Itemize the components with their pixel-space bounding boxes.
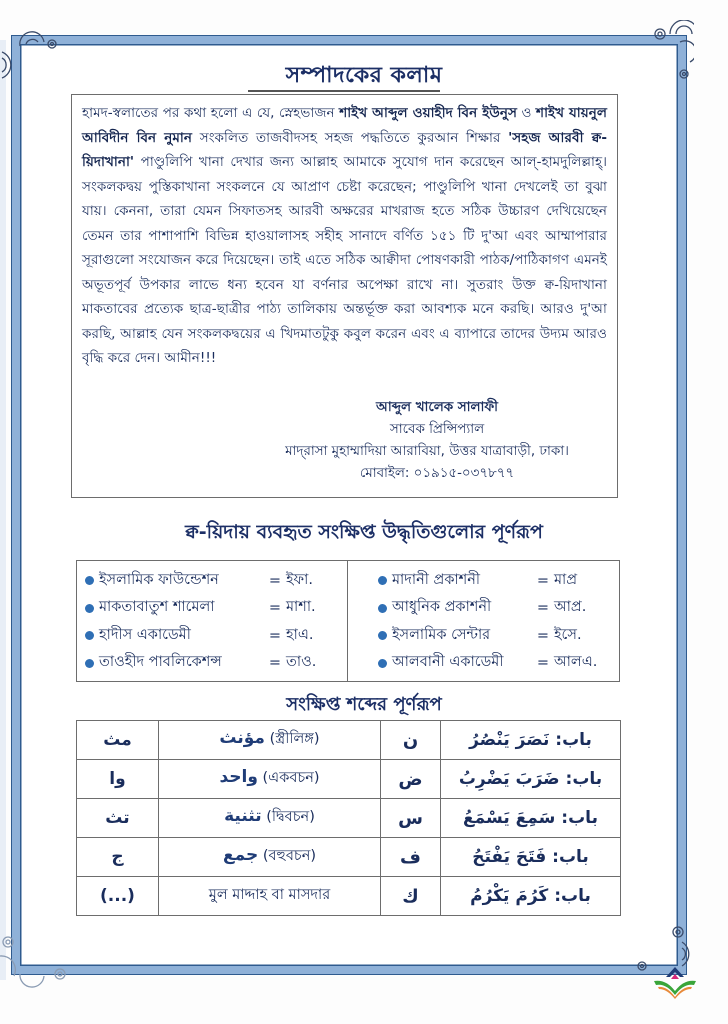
abbreviation-short: ইসে. — [554, 626, 582, 643]
terms-table — [76, 720, 621, 916]
bab-name: باب: كَرُمَ يَكْرُمُ — [441, 877, 621, 916]
abbreviation-short: তাও. — [286, 654, 317, 671]
editorial-text-bold: শাইখ যায়নুল আবিদীন বিন নুমান — [82, 105, 607, 146]
equals-sign: = — [268, 572, 282, 589]
abbreviation-item — [378, 595, 613, 623]
term-arabic: مؤنث — [219, 728, 265, 748]
table-row — [77, 838, 621, 877]
bullet-icon — [85, 576, 94, 585]
term-meaning — [159, 721, 381, 760]
open-book-logo-icon — [650, 965, 700, 1005]
equals-sign: = — [268, 655, 282, 672]
bab-name: باب: ضَرَبَ يَضْرِبُ — [441, 760, 621, 799]
term-meaning — [159, 877, 381, 916]
signature-block — [267, 397, 607, 485]
term-arabic: تثنية — [224, 806, 262, 826]
signature-designation: সাবেক প্রিন্সিপ্যাল — [389, 422, 485, 437]
abbreviation-full: তাওহীদ পাবলিকেশন্স — [99, 654, 222, 671]
bab-letter: ك — [381, 877, 441, 916]
bullet-icon — [378, 576, 387, 585]
bab-name: باب: سَمِعَ يَسْمَعُ — [441, 799, 621, 838]
abbreviations-left-column — [77, 561, 348, 681]
table-row — [77, 799, 621, 838]
abbreviation-item — [378, 622, 613, 650]
term-meaning — [159, 838, 381, 877]
abbreviation-item — [85, 622, 341, 650]
abbreviation-full: হাদীস একাডেমী — [99, 626, 191, 643]
abbreviation-item — [378, 567, 613, 595]
signature-name: আব্দুল খালেক সালাফী — [376, 400, 498, 415]
signature-mobile: মোবাইল: ০১৯১৫-০৩৭৮৭৭ — [359, 466, 515, 481]
editorial-text-part: হামদ-স্বলাতের পর কথা হলো এ যে, স্নেহভাজন — [82, 105, 340, 121]
abbreviations-title: ক্ব-য়িদায় ব্যবহৃত সংক্ষিপ্ত উদ্ধৃতিগুলোর পূর্ণরূপ — [185, 521, 543, 543]
abbreviation-item — [85, 567, 341, 595]
abbreviation-short: মাপ্র — [554, 571, 578, 588]
term-bangla: (দ্বিবচন) — [266, 809, 315, 825]
term-meaning — [159, 760, 381, 799]
editorial-text-part: ও — [516, 105, 537, 121]
term-abbreviation: تث — [77, 799, 159, 838]
bullet-icon — [378, 604, 387, 613]
signature-address: মাদ্‌রাসা মুহাম্মাদিয়া আরাবিয়া, উত্তর যাত্রাবাড়ী, ঢাকা। — [285, 444, 569, 459]
editorial-title: সম্পাদকের কলাম — [285, 62, 443, 88]
swirl-ornament-icon — [0, 930, 70, 990]
bullet-icon — [378, 631, 387, 640]
abbreviation-full: আলবানী একাডেমী — [392, 654, 504, 671]
abbreviation-short: মাশা. — [286, 599, 316, 616]
editorial-text-bold: শাইখ আব্দুল ওয়াহীদ বিন ইউনুস — [339, 105, 517, 121]
term-bangla: (বহুবচন) — [262, 848, 317, 864]
abbreviation-item — [85, 595, 341, 623]
bullet-icon — [85, 659, 94, 668]
term-bangla: (একবচন) — [262, 770, 320, 786]
term-bangla: মুল মাদ্দাহ বা মাসদার — [208, 887, 331, 903]
term-abbreviation: وا — [77, 760, 159, 799]
table-row — [77, 760, 621, 799]
equals-sign: = — [536, 655, 550, 672]
abbreviations-right-column — [348, 561, 619, 681]
equals-sign: = — [536, 600, 550, 617]
abbreviation-item — [85, 650, 341, 678]
term-bangla: (স্ত্রীলিঙ্গ) — [269, 731, 320, 747]
equals-sign: = — [536, 627, 550, 644]
editorial-text-part: পাণ্ডুলিপি খানা দেখার জন্য আল্লাহ আমাকে সুযোগ দান করেছেন আল্-হামদুলিল্লাহ্। সংকলকদ্বয় পুস্তিকাখানা সংকলনে যে আপ্রাণ চেষ্টা করেছেন; পাণ্ডুলিপি খানা দেখলেই তা বুঝা যায়। কেননা, তারা যেমন সিফাতসহ আরবী অক্ষরের মাখরাজ হতে সঠিক উচ্চারণ দেখিয়েছেন তেমন তার পাশাপাশি বিভিন্ন হাওয়ালাসহ সহীহ সানাদে বর্ণিত ১৫১ টি দু'আ এবং আম্মাপারার সূরাগুলো সংযোজন করে দিয়েছেন। তাই এতে সঠিক আক্বীদা পোষণকারী পাঠক/পাঠিকাগণ এমনই অভূতপূর্ব উপকার লাভে ধন্য হবেন যা বর্ণনার অপেক্ষা রাখে না। সুতরাং উক্ত ক্ব-য়িদাখানা মাকতাবের প্রত্যেক ছাত্র-ছাত্রীর পাঠ্য তালিকায় অন্তর্ভূক্ত করা আবশ্যক মনে করছি। আরও দু'আ করছি, আল্লাহ যেন সংকলকদ্বয়ের এ খিদমাতটুকু কবুল করেন এবং এ ব্যাপারে তাদের উদ্যম আরও বৃদ্ধি করে দেন। আমীন!!! — [82, 154, 607, 366]
term-abbreviation: مث — [77, 721, 159, 760]
abbreviation-full: আধুনিক প্রকাশনী — [392, 599, 492, 616]
bullet-icon — [85, 631, 94, 640]
bab-letter: ف — [381, 838, 441, 877]
editorial-text-part: সংকলিত তাজবীদসহ সহজ পদ্ধতিতে কুরআন শিক্ষার — [192, 129, 509, 146]
terms-title: সংক্ষিপ্ত শব্দের পূর্ণরূপ — [286, 694, 442, 715]
table-row — [77, 877, 621, 916]
abbreviation-short: ইফা. — [286, 571, 313, 588]
bab-name: باب: فَتَحَ يَفْتَحُ — [441, 838, 621, 877]
abbreviation-full: মাকতাবাতুশ শামেলা — [99, 599, 215, 616]
abbreviation-short: হাএ. — [286, 626, 314, 643]
title-underline — [248, 90, 440, 92]
abbreviation-short: আলএ. — [554, 654, 598, 671]
bab-letter: ض — [381, 760, 441, 799]
equals-sign: = — [268, 600, 282, 617]
term-arabic: واحد — [219, 767, 258, 787]
equals-sign: = — [536, 572, 550, 589]
abbreviation-full: ইসলামিক সেন্টার — [392, 626, 491, 643]
bullet-icon — [85, 604, 94, 613]
bab-letter: س — [381, 799, 441, 838]
term-meaning — [159, 799, 381, 838]
term-abbreviation: (...) — [77, 877, 159, 916]
table-row — [77, 721, 621, 760]
equals-sign: = — [268, 627, 282, 644]
abbreviations-box — [76, 560, 620, 682]
term-abbreviation: ج — [77, 838, 159, 877]
page-edge — [0, 40, 6, 980]
bab-name: باب: نَصَرَ يَنْصُرُ — [441, 721, 621, 760]
editorial-box — [71, 94, 618, 498]
abbreviation-full: মাদানী প্রকাশনী — [392, 571, 481, 588]
editorial-text-bold: 'সহজ আরবী ক্ব-য়িদাখানা' — [82, 129, 607, 170]
bab-letter: ن — [381, 721, 441, 760]
abbreviation-short: আপ্র. — [554, 599, 587, 616]
bullet-icon — [378, 659, 387, 668]
term-arabic: جمع — [222, 845, 259, 865]
editorial-paragraph — [82, 101, 607, 371]
abbreviation-item — [378, 650, 613, 678]
abbreviation-full: ইসলামিক ফাউন্ডেশন — [99, 571, 219, 588]
